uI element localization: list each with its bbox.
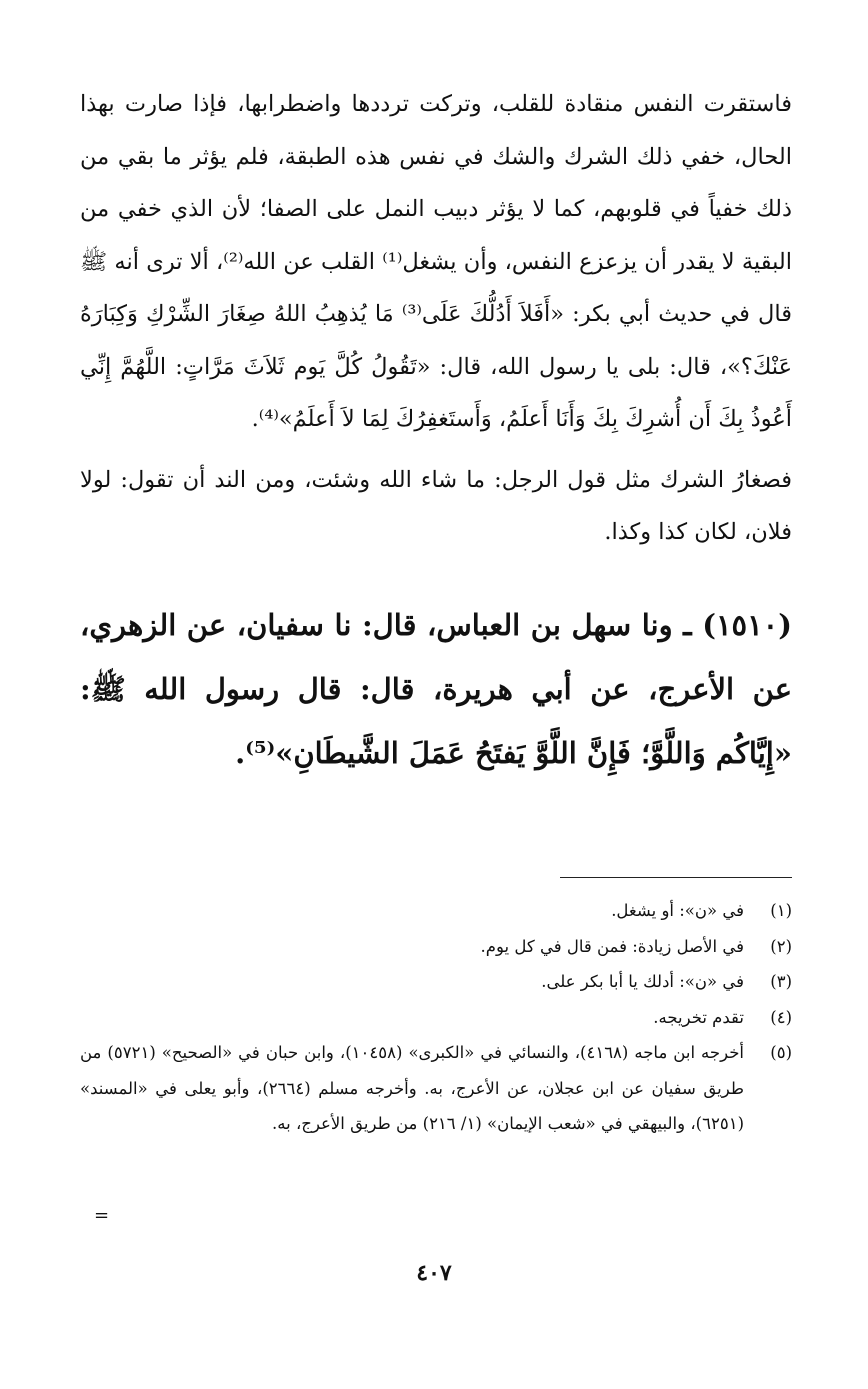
footnote-number: (١): [770, 901, 792, 920]
footnote-item: [80, 1000, 792, 1036]
footnote-text: تقدم تخريجه.: [653, 1007, 744, 1027]
hadith-paragraph: (١٥١٠) ـ ونا سهل بن العباس، قال: نا سفيان، عن الزهري، عن الأعرج، عن أبي هريرة، قال: قال رسول الله ﷺ: «إِيَّاكُم وَاللَّوَّ؛ فَإِنَّ اللَّوَّ يَفتَحُ عَمَلَ الشَّيطَانِ»⁽⁵⁾.: [80, 607, 792, 770]
body-paragraph-1: فاستقرت النفس منقادة للقلب، وتركت ترددها واضطرابها، فإذا صارت بهذا الحال، خفي ذلك الشرك والشك في نفس هذه الطبقة، فلم يؤثر ما بقي من ذلك خفياً في قلوبهم، كما لا يؤثر دبيب النمل على الصفا؛ لأن الذي خفي من البقية لا يقدر أن يزعزع النفس، وأن يشغل⁽¹⁾ القلب عن الله⁽²⁾، ألا ترى أنه ﷺ قال في حديث أبي بكر: «أَفَلاَ أَدُلُّكَ عَلَى⁽³⁾ مَا يُذهِبُ اللهُ صِغَارَ الشِّرْكِ وَكِبَارَهُ عَنْكَ؟»، قال: بلى يا رسول الله، قال: «تَقُولُ كُلَّ يَوم ثَلاَثَ مَرَّاتٍ: اللَّهُمَّ إِنِّي أَعُوذُ بِكَ أَن أُشرِكَ بِكَ وَأَنَا أَعلَمُ، وَأَستَغفِرُكَ لِمَا لاَ أَعلَمُ»⁽⁴⁾.: [80, 91, 792, 432]
footnote-number: (٣): [770, 972, 792, 991]
continuation-mark: =: [94, 1205, 110, 1226]
footnote-item: [80, 929, 792, 965]
footnote-text: أخرجه ابن ماجه (٤١٦٨)، والنسائي في «الكبرى» (١٠٤٥٨)، وابن حبان في «الصحيح» (٥٧٢١) من طريق سفيان عن ابن عجلان، عن الأعرج، به. وأخرجه مسلم (٢٦٦٤)، وأبو يعلى في «المسند» (٦٢٥١)، والبيهقي في «شعب الإيمان» (١/ ٢١٦) من طريق الأعرج، به.: [80, 1043, 744, 1133]
footnote-item: [80, 893, 792, 929]
footnote-text: في الأصل زيادة: فمن قال في كل يوم.: [480, 936, 744, 956]
footnote-number: (٤): [770, 1007, 792, 1027]
body-paragraph-2: فصغارُ الشرك مثل قول الرجل: ما شاء الله وشئت، ومن الند أن تقول: لولا فلان، لكان كذا وكذا.: [80, 466, 792, 545]
page-number: ٤٠٧: [416, 1260, 452, 1286]
footnote-text: في «ن»: أدلك يا أبا بكر على.: [541, 972, 744, 991]
footnote-divider: [560, 877, 792, 878]
footnote-text: في «ن»: أو يشغل.: [611, 901, 744, 920]
footnotes: [80, 893, 792, 1142]
footnote-item: [80, 1035, 792, 1142]
footnote-item: [80, 964, 792, 1000]
footnote-number: (٥): [770, 1043, 792, 1062]
footnote-number: (٢): [770, 936, 792, 956]
main-text: [80, 78, 792, 785]
